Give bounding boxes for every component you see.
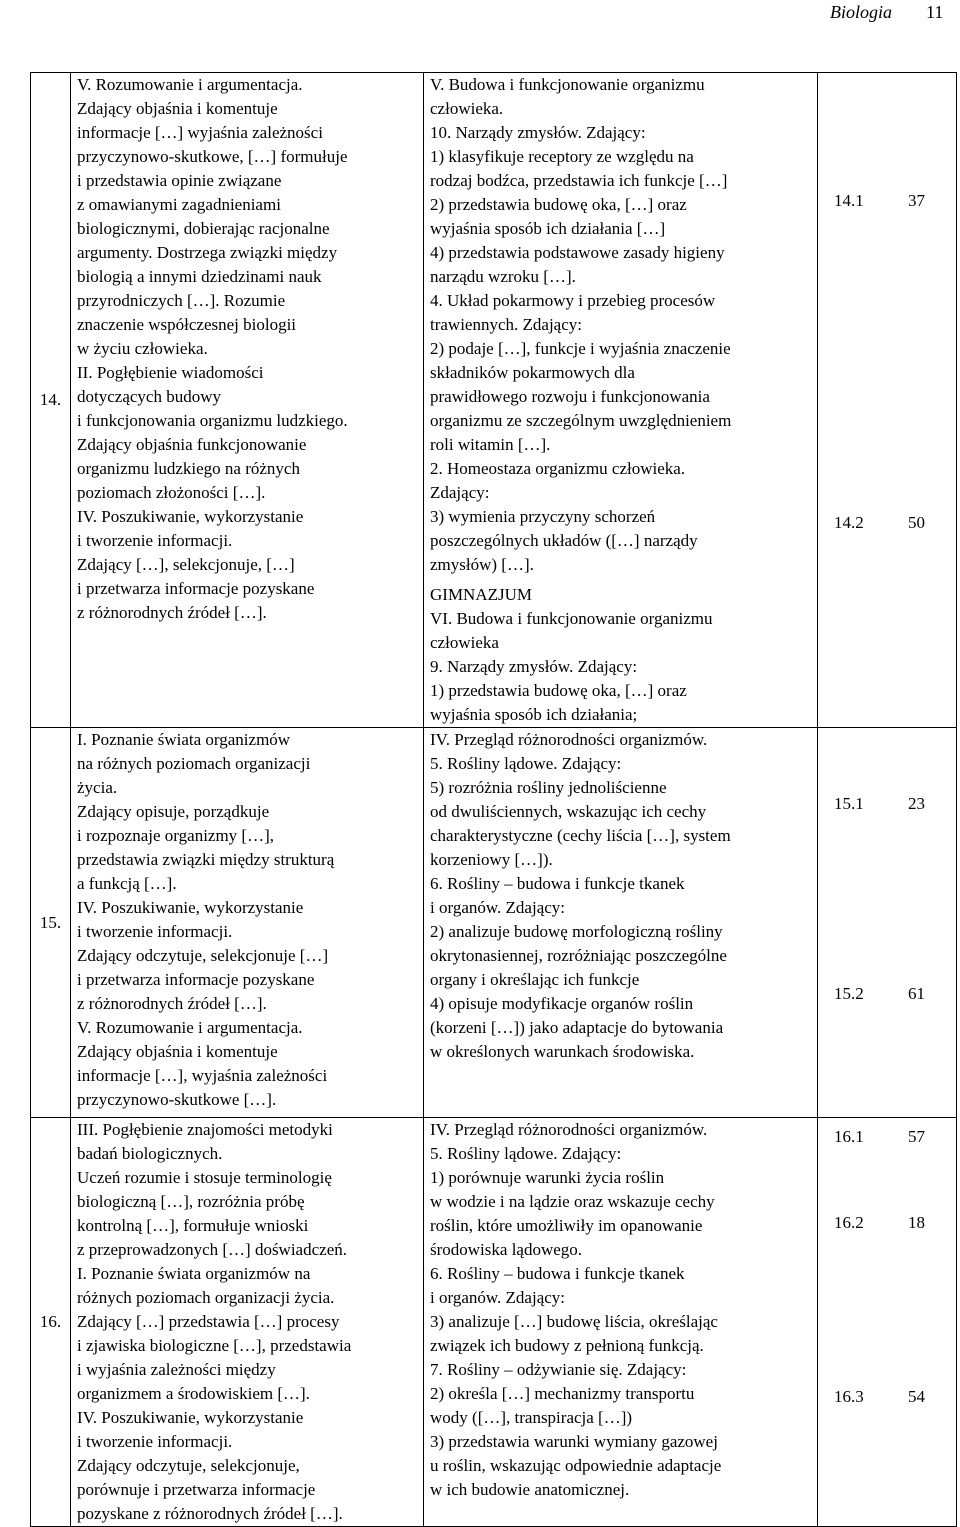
text-line: w wodzie i na lądzie oraz wskazuje cechy bbox=[430, 1192, 715, 1211]
text-line: przyczynowo-skutkowe, […] formułuje bbox=[77, 147, 348, 166]
text-line: 1) klasyfikuje receptory ze względu na bbox=[430, 147, 694, 166]
text-line: V. Budowa i funkcjonowanie organizmu bbox=[430, 75, 705, 94]
text-line: korzeniowy […]). bbox=[430, 850, 553, 869]
text-line: poziomach złożoności […]. bbox=[77, 483, 266, 502]
text-line: i tworzenie informacji. bbox=[77, 531, 233, 550]
task-points: 54 bbox=[908, 1387, 925, 1406]
task-points: 57 bbox=[908, 1127, 925, 1146]
text-line: roli witamin […]. bbox=[430, 435, 551, 454]
text-line: u roślin, wskazując odpowiednie adaptacje bbox=[430, 1456, 722, 1475]
text-line: składników pokarmowych dla bbox=[430, 363, 635, 382]
text-line: trawiennych. Zdający: bbox=[430, 315, 582, 334]
text-line: Uczeń rozumie i stosuje terminologię bbox=[77, 1168, 332, 1187]
task-points: 18 bbox=[908, 1213, 925, 1232]
text-line: Zdający […], selekcjonuje, […] bbox=[77, 555, 295, 574]
text-line: I. Poznanie świata organizmów na bbox=[77, 1264, 311, 1283]
text-line: GIMNAZJUM bbox=[430, 585, 532, 604]
task-points: 23 bbox=[908, 794, 925, 813]
text-line: życia. bbox=[77, 778, 118, 797]
text-line: 2) przedstawia budowę oka, […] oraz bbox=[430, 195, 687, 214]
text-line: 7. Rośliny – odżywianie się. Zdający: bbox=[430, 1360, 687, 1379]
requirements-cell bbox=[71, 728, 424, 1118]
text-line: 10. Narządy zmysłów. Zdający: bbox=[430, 123, 646, 142]
task-row bbox=[818, 792, 957, 816]
row-number: 14. bbox=[31, 73, 71, 728]
content-cell bbox=[424, 73, 818, 728]
text-line: argumenty. Dostrzega związki między bbox=[77, 243, 338, 262]
text-line: w określonych warunkach środowiska. bbox=[430, 1042, 695, 1061]
tasks-cell bbox=[818, 73, 957, 728]
text-line: narządu wzroku […]. bbox=[430, 267, 576, 286]
text-line: dotyczących budowy bbox=[77, 387, 221, 406]
text-line: 2) analizuje budowę morfologiczną rośliny bbox=[430, 922, 723, 941]
task-number: 16.3 bbox=[834, 1387, 864, 1406]
text-line: znaczenie współczesnej biologii bbox=[77, 315, 297, 334]
task-row bbox=[818, 1385, 957, 1409]
task-number: 15.2 bbox=[834, 984, 864, 1003]
text-line: informacje […] wyjaśnia zależności bbox=[77, 123, 323, 142]
task-number: 14.1 bbox=[834, 191, 864, 210]
text-line: 9. Narządy zmysłów. Zdający: bbox=[430, 657, 638, 676]
text-line: Zdający odczytuje, selekcjonuje […] bbox=[77, 946, 329, 965]
task-row bbox=[818, 189, 957, 213]
text-line: biologicznymi, dobierając racjonalne bbox=[77, 219, 330, 238]
text-line: 1) przedstawia budowę oka, […] oraz bbox=[430, 681, 687, 700]
tasks-cell bbox=[818, 1118, 957, 1527]
text-line: przyrodniczych […]. Rozumie bbox=[77, 291, 286, 310]
text-line: z przeprowadzonych […] doświadczeń. bbox=[77, 1240, 347, 1259]
text-line: człowieka bbox=[430, 633, 499, 652]
task-number: 16.1 bbox=[834, 1127, 864, 1146]
text-line: IV. Poszukiwanie, wykorzystanie bbox=[77, 898, 304, 917]
text-line: wyjaśnia sposób ich działania […] bbox=[430, 219, 666, 238]
requirements-cell bbox=[71, 1118, 424, 1527]
text-line: III. Pogłębienie znajomości metodyki bbox=[77, 1120, 333, 1139]
task-points: 50 bbox=[908, 513, 925, 532]
text-line: kontrolną […], formułuje wnioski bbox=[77, 1216, 309, 1235]
text-line: od dwuliściennych, wskazując ich cechy bbox=[430, 802, 707, 821]
text-line: IV. Poszukiwanie, wykorzystanie bbox=[77, 1408, 304, 1427]
content-cell bbox=[424, 728, 818, 1118]
task-row bbox=[818, 511, 957, 535]
text-line: organy i określając ich funkcje bbox=[430, 970, 640, 989]
text-line: organizmem a środowiskiem […]. bbox=[77, 1384, 310, 1403]
task-row bbox=[818, 1125, 957, 1149]
table-row bbox=[31, 728, 957, 1118]
text-line: badań biologicznych. bbox=[77, 1144, 223, 1163]
task-row bbox=[818, 1211, 957, 1235]
text-line: 6. Rośliny – budowa i funkcje tkanek bbox=[430, 874, 685, 893]
row-number: 16. bbox=[31, 1118, 71, 1527]
text-line: IV. Przegląd różnorodności organizmów. bbox=[430, 1120, 708, 1139]
text-line: biologią a innymi dziedzinami nauk bbox=[77, 267, 322, 286]
text-line: poszczególnych układów ([…] narządy bbox=[430, 531, 698, 550]
text-line: w ich budowie anatomicznej. bbox=[430, 1480, 630, 1499]
text-line: z omawianymi zagadnieniami bbox=[77, 195, 281, 214]
text-line: przyczynowo-skutkowe […]. bbox=[77, 1090, 277, 1109]
text-line: prawidłowego rozwoju i funkcjonowania bbox=[430, 387, 710, 406]
text-line: 5. Rośliny lądowe. Zdający: bbox=[430, 1144, 622, 1163]
text-line: VI. Budowa i funkcjonowanie organizmu bbox=[430, 609, 713, 628]
text-line: w życiu człowieka. bbox=[77, 339, 208, 358]
text-line: II. Pogłębienie wiadomości bbox=[77, 363, 264, 382]
text-line: okrytonasiennej, rozróżniając poszczególne bbox=[430, 946, 727, 965]
text-line: porównuje i przetwarza informacje bbox=[77, 1480, 316, 1499]
requirements-cell bbox=[71, 73, 424, 728]
text-line: 4) przedstawia podstawowe zasady higieny bbox=[430, 243, 725, 262]
text-line: z różnorodnych źródeł […]. bbox=[77, 603, 267, 622]
text-line: 5. Rośliny lądowe. Zdający: bbox=[430, 754, 622, 773]
text-line: i zjawiska biologiczne […], przedstawia bbox=[77, 1336, 352, 1355]
page-number: 11 bbox=[926, 2, 944, 22]
text-line: Zdający odczytuje, selekcjonuje, bbox=[77, 1456, 300, 1475]
text-line: rodzaj bodźca, przedstawia ich funkcje […] bbox=[430, 171, 728, 190]
text-line: zmysłów) […]. bbox=[430, 555, 534, 574]
text-line: organizmu ludzkiego na różnych bbox=[77, 459, 300, 478]
task-number: 15.1 bbox=[834, 794, 864, 813]
text-line: na różnych poziomach organizacji bbox=[77, 754, 311, 773]
text-line: Zdający: bbox=[430, 483, 490, 502]
tasks-cell bbox=[818, 728, 957, 1118]
text-line: Zdający opisuje, porządkuje bbox=[77, 802, 270, 821]
text-line: wyjaśnia sposób ich działania; bbox=[430, 705, 638, 724]
text-line: IV. Poszukiwanie, wykorzystanie bbox=[77, 507, 304, 526]
text-line: Zdający objaśnia i komentuje bbox=[77, 99, 278, 118]
text-line: i przetwarza informacje pozyskane bbox=[77, 579, 315, 598]
text-line: i wyjaśnia zależności między bbox=[77, 1360, 276, 1379]
text-line: charakterystyczne (cechy liścia […], system bbox=[430, 826, 731, 845]
table-row bbox=[31, 73, 957, 728]
task-number: 14.2 bbox=[834, 513, 864, 532]
table-row bbox=[31, 1118, 957, 1527]
text-line: 1) porównuje warunki życia roślin bbox=[430, 1168, 665, 1187]
text-line: środowiska lądowego. bbox=[430, 1240, 583, 1259]
text-line: pozyskane z różnorodnych źródeł […]. bbox=[77, 1504, 343, 1523]
text-line: i organów. Zdający: bbox=[430, 898, 566, 917]
content-cell bbox=[424, 1118, 818, 1527]
text-line: informacje […], wyjaśnia zależności bbox=[77, 1066, 328, 1085]
text-line: wody ([…], transpiracja […]) bbox=[430, 1408, 633, 1427]
text-line: Zdający […] przedstawia […] procesy bbox=[77, 1312, 340, 1331]
text-line: przedstawia związki między strukturą bbox=[77, 850, 335, 869]
text-line: 4) opisuje modyfikacje organów roślin bbox=[430, 994, 694, 1013]
task-points: 37 bbox=[908, 191, 925, 210]
text-line: 3) wymienia przyczyny schorzeń bbox=[430, 507, 656, 526]
task-points: 61 bbox=[908, 984, 925, 1003]
text-line: 2. Homeostaza organizmu człowieka. bbox=[430, 459, 686, 478]
text-line: i tworzenie informacji. bbox=[77, 922, 233, 941]
text-line: biologiczną […], rozróżnia próbę bbox=[77, 1192, 305, 1211]
text-line: 3) przedstawia warunki wymiany gazowej bbox=[430, 1432, 718, 1451]
text-line: roślin, które umożliwiły im opanowanie bbox=[430, 1216, 703, 1235]
text-line: 2) określa […] mechanizmy transportu bbox=[430, 1384, 695, 1403]
text-line: V. Rozumowanie i argumentacja. bbox=[77, 1018, 303, 1037]
text-line: (korzeni […]) jako adaptacje do bytowania bbox=[430, 1018, 724, 1037]
text-line: 3) analizuje […] budowę liścia, określając bbox=[430, 1312, 718, 1331]
text-line: V. Rozumowanie i argumentacja. bbox=[77, 75, 303, 94]
row-number: 15. bbox=[31, 728, 71, 1118]
text-line: związek ich budowy z pełnioną funkcją. bbox=[430, 1336, 704, 1355]
text-line: I. Poznanie świata organizmów bbox=[77, 730, 291, 749]
text-line: 2) podaje […], funkcje i wyjaśnia znaczenie bbox=[430, 339, 731, 358]
text-line: a funkcją […]. bbox=[77, 874, 177, 893]
text-line: i organów. Zdający: bbox=[430, 1288, 566, 1307]
text-line: 6. Rośliny – budowa i funkcje tkanek bbox=[430, 1264, 685, 1283]
text-line: różnych poziomach organizacji życia. bbox=[77, 1288, 335, 1307]
text-line: Zdający objaśnia i komentuje bbox=[77, 1042, 278, 1061]
text-line: i tworzenie informacji. bbox=[77, 1432, 233, 1451]
header-title: Biologia bbox=[830, 2, 892, 22]
requirements-table bbox=[30, 72, 957, 1527]
text-line: 4. Układ pokarmowy i przebieg procesów bbox=[430, 291, 716, 310]
text-line: i przetwarza informacje pozyskane bbox=[77, 970, 315, 989]
text-line: Zdający objaśnia funkcjonowanie bbox=[77, 435, 307, 454]
text-line: i funkcjonowania organizmu ludzkiego. bbox=[77, 411, 348, 430]
text-line: organizmu ze szczególnym uwzględnieniem bbox=[430, 411, 732, 430]
page-header bbox=[0, 0, 960, 40]
text-line: i przedstawia opinie związane bbox=[77, 171, 282, 190]
text-line: z różnorodnych źródeł […]. bbox=[77, 994, 267, 1013]
text-line: człowieka. bbox=[430, 99, 504, 118]
text-line: 5) rozróżnia rośliny jednoliścienne bbox=[430, 778, 667, 797]
task-number: 16.2 bbox=[834, 1213, 864, 1232]
text-line: i rozpoznaje organizmy […], bbox=[77, 826, 275, 845]
text-line: IV. Przegląd różnorodności organizmów. bbox=[430, 730, 708, 749]
task-row bbox=[818, 982, 957, 1006]
